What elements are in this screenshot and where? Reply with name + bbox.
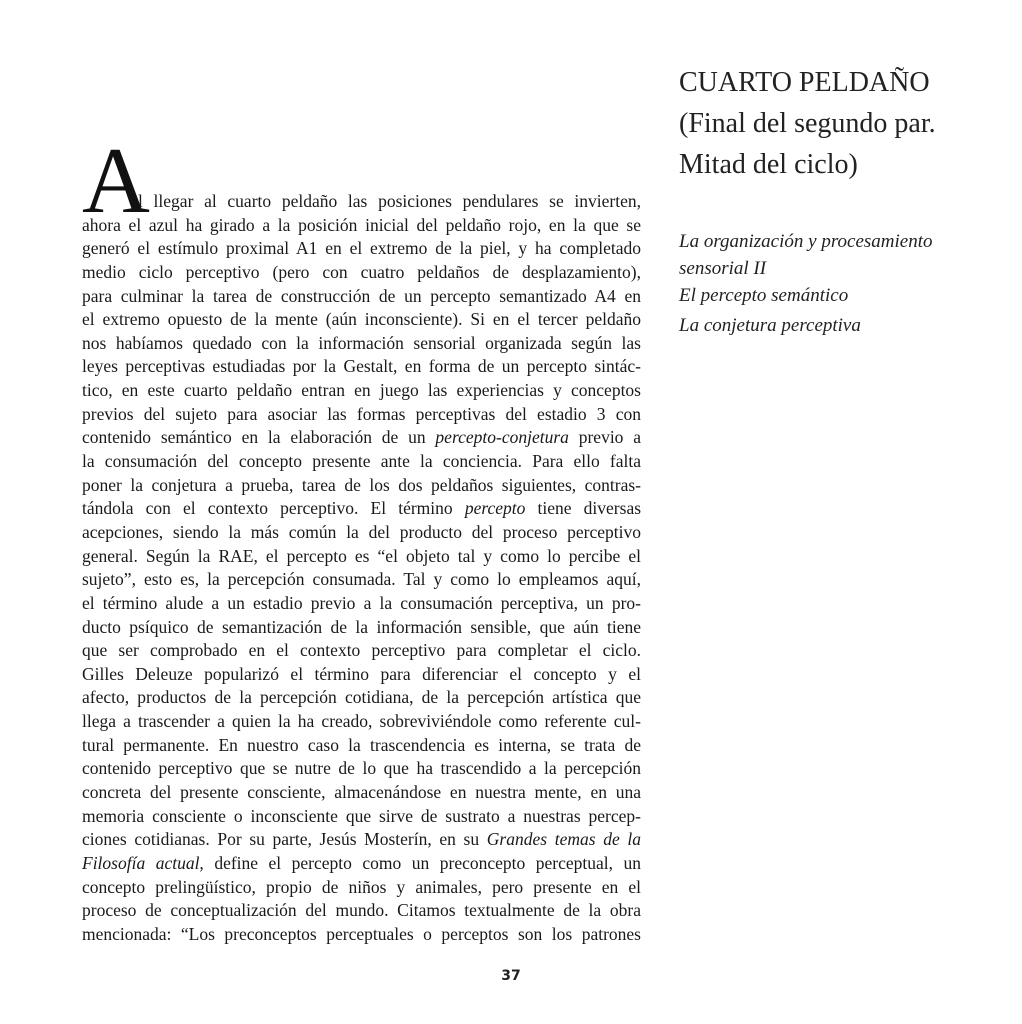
- body-line: la consumación del concepto presente ante la conciencia. Para ello falta: [82, 451, 641, 472]
- body-text-run: tiene diversas: [537, 498, 642, 519]
- page-number: 37: [501, 968, 521, 984]
- body-line: el término alude a un estadio previo a la consumación perceptiva, un pro-: [82, 592, 641, 613]
- body-line: el extremo opuesto de la mente (aún inconsciente). Si en el tercer peldaño: [82, 309, 641, 330]
- chapter-heading-line-2: (Final del segundo par.: [679, 108, 936, 139]
- body-line: concreta del presente consciente, almacenándose en nuestra mente, en una: [82, 782, 641, 803]
- subtopic-1: La organización y procesamiento: [679, 231, 933, 252]
- subtopic-2: El percepto semántico: [679, 285, 849, 306]
- body-line: que ser comprobado en el contexto perceptivo para completar el ciclo.: [82, 640, 641, 661]
- italic-title: Grandes temas de la: [486, 829, 642, 850]
- body-line: memoria consciente o inconsciente que sirve de sustrato a nuestras percep-: [82, 805, 641, 826]
- body-text-run: previo a: [578, 427, 642, 448]
- body-line: tural permanente. En nuestro caso la trascendencia es interna, se trata de: [82, 734, 641, 755]
- body-line: proceso de conceptualización del mundo. Citamos textualmente de la obra: [82, 900, 641, 921]
- body-line: afecto, productos de la percepción cotidiana, de la percepción artística que: [82, 687, 641, 708]
- chapter-heading-line-3: Mitad del ciclo): [679, 149, 858, 180]
- body-line: leyes perceptivas estudiadas por la Gestalt, en forma de un percepto sintác-: [82, 356, 641, 377]
- subtopic-3: La conjetura perceptiva: [679, 315, 861, 336]
- body-line: mencionada: “Los preconceptos perceptuales o perceptos son los patrones: [82, 923, 641, 944]
- drop-cap: A: [82, 129, 150, 233]
- body-line: generó el estímulo proximal A1 en el extremo de la piel, y ha completado: [82, 238, 641, 259]
- body-line: concepto prelingüístico, propio de niños y animales, pero presente en el: [82, 876, 641, 897]
- body-text-run: tándola con el contexto perceptivo. El término: [82, 498, 453, 519]
- body-line: para culminar la tarea de construcción de un percepto semantizado A4 en: [82, 285, 641, 306]
- body-paragraph: [82, 190, 641, 947]
- italic-title: Filosofía actual,: [82, 852, 204, 873]
- body-line: [82, 426, 641, 450]
- body-line: sujeto”, esto es, la percepción consumada. Tal y como lo empleamos aquí,: [82, 569, 641, 590]
- chapter-subtopics: [679, 228, 999, 339]
- body-line: Gilles Deleuze popularizó el término para diferenciar el concepto y el: [82, 663, 641, 684]
- chapter-heading: [679, 62, 999, 185]
- body-line: llega a trascender a quien la ha creado, sobreviviéndole como referente cul-: [82, 711, 641, 732]
- subtopic-1-continued: sensorial II: [679, 258, 767, 279]
- body-line: nos habíamos quedado con la información sensorial organizada según las: [82, 332, 641, 353]
- body-line: tico, en este cuarto peldaño entran en juego las experiencias y conceptos: [82, 380, 641, 401]
- body-line: ahora el azul ha girado a la posición inicial del peldaño rojo, en la que se: [82, 214, 641, 235]
- body-text-run: define el percepto como un preconcepto perceptual, un: [214, 852, 641, 873]
- body-line: general. Según la RAE, el percepto es “el objeto tal y como lo percibe el: [82, 545, 641, 566]
- body-line: [82, 828, 641, 852]
- chapter-heading-line-1: CUARTO PELDAÑO: [679, 67, 930, 98]
- italic-term: percepto: [464, 498, 526, 519]
- body-line: contenido perceptivo que se nutre de lo que ha trascendido a la percepción: [82, 758, 641, 779]
- body-text-run: ciones cotidianas. Por su parte, Jesús Mosterín, en su: [82, 829, 480, 850]
- body-line: previos del sujeto para asociar las formas perceptivas del estadio 3 con: [82, 403, 641, 424]
- body-line: ducto psíquico de semantización de la información sensible, que aún tiene: [82, 616, 641, 637]
- body-line: poner la conjetura a prueba, tarea de los dos peldaños siguientes, contras-: [82, 474, 641, 495]
- body-line: l llegar al cuarto peldaño las posiciones pendulares se invierten,: [138, 191, 641, 211]
- body-line: acepciones, siendo la más común la del producto del proceso perceptivo: [82, 521, 641, 542]
- body-line: medio ciclo perceptivo (pero con cuatro peldaños de desplazamiento),: [82, 261, 641, 282]
- body-line: [82, 497, 641, 521]
- body-text-run: contenido semántico en la elaboración de un: [82, 427, 426, 448]
- italic-term: percepto-conjetura: [435, 427, 569, 448]
- body-line: [82, 852, 641, 876]
